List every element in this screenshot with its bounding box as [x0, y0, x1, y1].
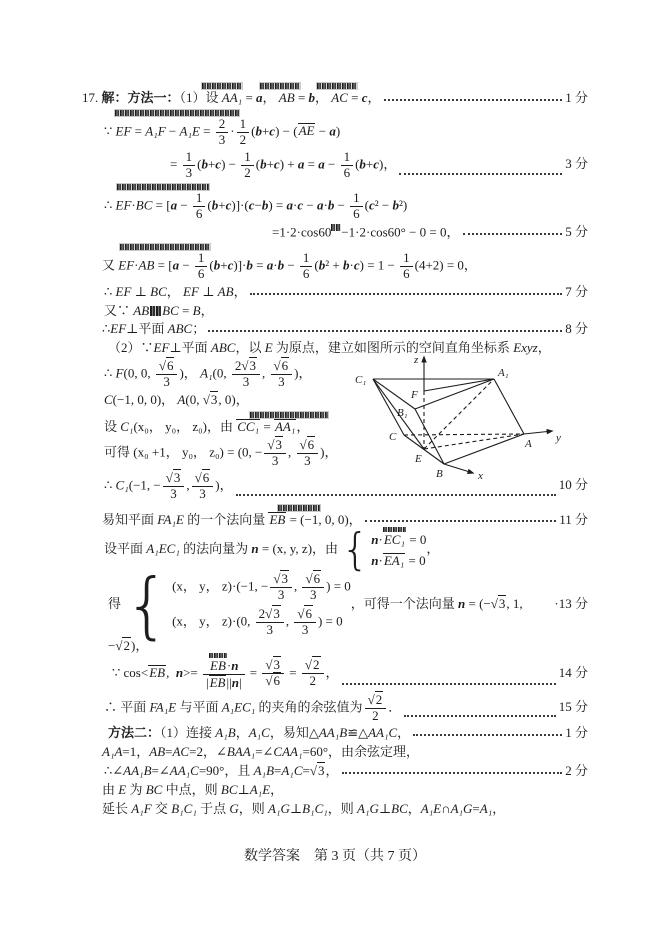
line-text: ∵ EF = A₁F − A₁E = $\frac{2}{3}$ · $\frac{1}{2}$ (b+c) − (AE − a) — [104, 115, 341, 147]
solution-line — [82, 572, 588, 655]
coordinate-figure — [328, 350, 582, 492]
figure-label-A1: A₁ — [498, 367, 509, 379]
vector-overline: CC₁ — [237, 418, 260, 434]
dotted-leader — [208, 330, 562, 332]
figure-label-B: B — [436, 468, 443, 480]
axis-label-y: y — [556, 432, 561, 444]
edge-C-B — [404, 435, 444, 464]
hidden-edge-E-A — [424, 434, 524, 449]
fraction: $\frac{√6}{3}$ — [294, 607, 316, 638]
garble-artifact — [117, 184, 209, 190]
line-text: ∴∠AA₁B=∠AA₁C=90°，且 A₁B=A₁C=√3， — [104, 763, 339, 779]
score-mark: 8 分 — [565, 321, 588, 337]
fraction: $\frac{1}{3}$ — [183, 150, 196, 181]
solution-line — [82, 782, 588, 799]
fraction: $\frac{√2}{2}$ — [365, 693, 387, 724]
solution-line — [82, 109, 588, 148]
dotted-leader — [463, 233, 563, 235]
line-text: ∴ F(0, 0, $\frac{√6}{3}$ )， A₁(0, $\frac{2√3}{3}$ , $\frac{√6}{3}$ )， — [104, 358, 312, 390]
dotted-leader — [404, 715, 556, 717]
hidden-edge-C-A — [404, 434, 524, 435]
edge-A1-A — [494, 379, 524, 434]
axis-y — [524, 431, 552, 434]
solution-line — [82, 657, 588, 691]
fraction: $\frac{2√3}{3}$ — [232, 359, 260, 390]
line-text: （2）∵EF⊥平面 ABC，以 E 为原点，建立如图所示的空间直角坐标系 Exyz， — [108, 340, 551, 356]
bold-heading: 方法二： — [108, 725, 161, 741]
solution-line — [82, 725, 588, 742]
garble-artifact — [150, 306, 161, 316]
fraction: $\frac{1}{2}$ — [241, 150, 254, 181]
solution-line — [82, 303, 588, 320]
fraction: $\frac{2}{3}$ — [216, 117, 229, 148]
score-mark: 2 分 — [565, 763, 588, 779]
fraction: $\frac{√6}{3}$ — [302, 572, 324, 603]
dotted-leader — [342, 683, 556, 685]
score-mark: 10 分 — [558, 477, 588, 493]
dotted-leader — [365, 520, 557, 522]
fraction: $\frac{1}{6}$ — [341, 150, 354, 181]
fraction: $\frac{1}{6}$ — [400, 251, 413, 282]
garble-artifact — [317, 83, 357, 89]
fraction: $\frac{1}{6}$ — [193, 191, 206, 222]
axis-label-x: x — [478, 470, 483, 482]
edge-B-A — [444, 434, 524, 464]
score-mark: 1 分 — [565, 90, 588, 105]
line-text: 又 EF·AB = [a − $\frac{1}{6}$ (b+c)]·b = a·b − $\frac{1}{6}$ (b² + b·c) = 1 − $\frac{1}{6}$ (4+2) = 0， — [102, 249, 477, 281]
line-text: ∴ EF·BC = [a − $\frac{1}{6}$ (b+c)]·(c−b) = a·c − a·b − $\frac{1}{6}$ (c² − b²) — [104, 189, 408, 221]
figure-label-A: A — [525, 438, 532, 450]
vector-overline: EB — [209, 674, 226, 690]
edge-B1-A1 — [415, 379, 494, 409]
line-text: = $\frac{1}{3}$ (b+c) − $\frac{1}{2}$ (b+c) + a = a − $\frac{1}{6}$ (b+c)， — [170, 148, 397, 180]
vector-overline: EB — [269, 511, 286, 527]
score-mark: 3 分 — [565, 156, 588, 172]
figure-label-B1: B₁ — [397, 407, 408, 419]
fraction: $\frac{1}{6}$ — [350, 191, 363, 222]
figure-label-C1: C₁ — [355, 374, 367, 386]
score-mark: 14 分 — [558, 664, 588, 680]
fraction: $\frac{1}{6}$ — [195, 251, 208, 282]
garble-artifact — [278, 505, 320, 511]
fraction: $\frac{1}{6}$ — [300, 251, 313, 282]
vector-overline: EA₁ — [383, 552, 405, 568]
fraction: $\frac{EB\cdot n}{|EB||n|}$ — [203, 657, 245, 691]
line-text: ∴ 平面 FA₁E 与平面 A₁EC₁ 的夹角的余弦值为 $\frac{√2}{2}$ ． — [104, 691, 402, 723]
solution-line — [82, 763, 588, 780]
dotted-leader — [250, 293, 563, 295]
fraction: $\frac{√3}{3}$ — [270, 572, 292, 603]
fraction: $\frac{√3}{3}$ — [163, 471, 185, 502]
footer-text: 数学答案 第 3 页（共 7 页） — [244, 849, 426, 864]
solution-line — [82, 150, 588, 181]
fraction: $\frac{√6}{3}$ — [271, 359, 293, 390]
line-text: 延长 A₁F 交 B₁C₁ 于点 G，则 A₁G⊥B₁C₁，则 A₁G⊥BC，A₁E∩A₁G=A₁， — [102, 801, 506, 817]
figure-label-C: C — [389, 431, 397, 443]
dotted-leader — [413, 734, 562, 736]
solution-line — [82, 224, 588, 241]
vector-garbled: EC₁ — [383, 531, 405, 547]
garble-artifact — [331, 224, 341, 231]
score-mark: 1 分 — [565, 725, 588, 741]
axis-label-z: z — [414, 354, 419, 366]
equation-system: { (x， y， z)·(−1, − $\frac{√3}{3}$ , $\frac{√6}{3}$ ) = 0 (x， y， z)·(0, $\frac{2√3}{3}$ , $\frac{√6}{3}$ ) = 0 — [124, 572, 351, 638]
solution-line — [82, 321, 588, 338]
line-text: 得 { (x， y， z)·(−1, − $\frac{√3}{3}$ , $\frac{√6}{3}$ ) = 0 (x， y， z)·(0, $\frac{2√3}{3}$ , $\frac{√6}{3}$ ) = 0 ，可得一个法向量 n = (−√3, 1, −√2)， — [108, 572, 546, 655]
solution-line — [82, 284, 588, 301]
line-text: ∴ EF ⊥ BC， EF ⊥ AB， — [104, 283, 247, 299]
fraction: $\frac{√6}{3}$ — [156, 359, 178, 390]
equation-system: { n·EC₁ = 0 n·EA₁ = 0 — [341, 530, 426, 570]
line-text: 易知平面 FA₁E 的一个法向量 EB = (−1, 0, 0)， — [102, 511, 362, 527]
line-text: 方法二：（1）连接 A₁B，A₁C，易知△AA₁B≌△AA₁C， — [108, 725, 411, 741]
line-text: 设 C₁(x₀， y₀， z₀)，由 CC₁ = AA₁， — [104, 418, 310, 434]
score-mark: 5 分 — [565, 223, 588, 239]
garble-artifact — [250, 412, 328, 418]
garble-artifact — [115, 110, 239, 116]
line-text: 又∵ AB BC = B， — [104, 302, 214, 318]
fraction: $\frac{√6}{3}$ — [297, 438, 319, 469]
vector-overline: AE — [298, 123, 315, 139]
line-text: 设平面 A₁EC₁ 的法向量为 n = (x, y, z)，由 { n·EC₁ = 0 n·EA₁ = 0 ， — [104, 530, 439, 570]
fraction: $\frac{√6}{3}$ — [192, 471, 214, 502]
vector-garbled: EB — [210, 657, 226, 673]
garble-artifact — [202, 83, 242, 89]
solution-line — [82, 504, 588, 529]
solution-line — [82, 183, 588, 222]
line-text: ∴EF⊥平面 ABC； — [102, 321, 206, 337]
solution-line — [82, 801, 588, 818]
fraction: $\frac{√3}{√6}$ — [262, 658, 284, 689]
line-text: 由 E 为 BC 中点，则 BC⊥A₁E， — [102, 782, 284, 798]
line-text: ∵ cos<EB, n>= $\frac{EB\cdot n}{|EB||n|}$ = $\frac{√3}{√6}$ = $\frac{√2}{2}$ ， — [112, 657, 339, 690]
garble-artifact — [120, 244, 210, 250]
fraction: $\frac{2√3}{3}$ — [256, 607, 284, 638]
score-mark: 15 分 — [558, 699, 588, 714]
dotted-leader — [384, 99, 563, 101]
solution-line — [82, 744, 588, 761]
solution-line — [82, 82, 588, 107]
page-footer — [82, 845, 588, 865]
score-mark: 11 分 — [559, 511, 588, 527]
dotted-leader — [236, 494, 556, 496]
vector-overline: EB — [149, 664, 166, 680]
line-text: 可得 (x₀ +1， y₀， z₀) = (0, − $\frac{√3}{3}$ , $\frac{√6}{3}$ )， — [104, 436, 338, 468]
fraction: $\frac{√3}{3}$ — [264, 438, 286, 469]
solution-line — [82, 243, 588, 282]
score-mark: 7 分 — [565, 283, 588, 299]
fraction: $\frac{√2}{2}$ — [302, 658, 324, 689]
line-text: ∴ C₁(−1, − $\frac{√3}{3}$ , $\frac{√6}{3}$ )， — [104, 469, 233, 501]
dotted-leader — [342, 772, 563, 774]
dotted-leader — [399, 173, 562, 175]
line-text: C(−1, 0, 0)， A(0, √3, 0)， — [104, 392, 249, 408]
bold-heading: 解：方法一： — [101, 90, 180, 105]
score-mark: ·13 分 — [554, 595, 588, 611]
garble-artifact — [260, 83, 300, 89]
vector-overline: AA₁ — [274, 418, 296, 434]
line-text: =1·2·cos60 −1·2·cos60° − 0 = 0， — [272, 223, 460, 239]
figure-label-F: F — [411, 389, 418, 401]
line-text: 17. 解：方法一：（1）设 AA₁ = a， AB = b， AC = c， — [82, 90, 381, 105]
edge-C1-B1 — [373, 379, 415, 409]
figure-label-E: E — [415, 453, 422, 465]
solution-line — [82, 693, 588, 724]
axis-x — [444, 464, 473, 473]
fraction: $\frac{1}{2}$ — [237, 117, 250, 148]
line-text: A₁A=1，AB=AC=2，∠BAA₁=∠CAA₁=60°，由余弦定理， — [102, 744, 420, 760]
